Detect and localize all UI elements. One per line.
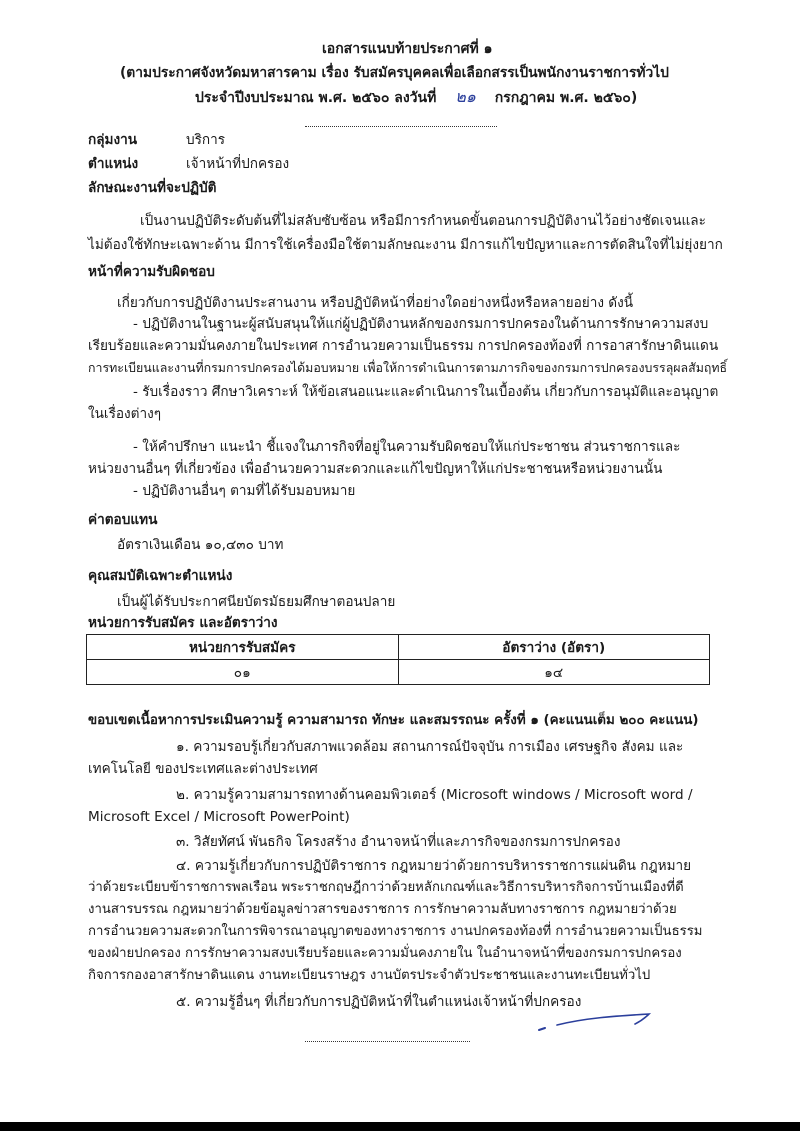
- duty-2-line-1: - รับเรื่องราว ศึกษาวิเคราะห์ ให้ข้อเสนอแนะและดำเนินการในเบื้องต้น เกี่ยวกับการอนุมัติและอนุญาต: [133, 384, 719, 400]
- qual-value: เป็นผู้ได้รับประกาศนียบัตรมัธยมศึกษาตอนปลาย: [117, 594, 396, 610]
- scope-item-3: ๓. วิสัยทัศน์ พันธกิจ โครงสร้าง อำนาจหน้าที่และภารกิจของกรมการปกครอง: [176, 834, 621, 850]
- header-dotted-divider: [305, 126, 497, 127]
- table-row: [87, 660, 710, 685]
- doc-title: เอกสารแนบท้ายประกาศที่ ๑: [322, 41, 493, 57]
- duty-4: - ปฏิบัติงานอื่นๆ ตามที่ได้รับมอบหมาย: [133, 483, 356, 499]
- table-header-row: [87, 635, 710, 660]
- nature-line-2: ไม่ต้องใช้ทักษะเฉพาะด้าน มีการใช้เครื่องมือใช้ตามลักษณะงาน มีการแก้ไขปัญหาและการตัดสินใจที่ไม่ยุ่งยาก: [88, 237, 723, 253]
- scope-item-4-line-1: ๔. ความรู้เกี่ยวกับการปฏิบัติราชการ กฎหมายว่าด้วยการบริหารราชการแผ่นดิน กฎหมาย: [176, 858, 692, 874]
- doc-subtitle: (ตามประกาศจังหวัดมหาสารคาม เรื่อง รับสมัครบุคคลเพื่อเลือกสรรเป็นพนักงานราชการทั่วไป: [120, 65, 669, 81]
- duty-1-line-3: การทะเบียนและงานที่กรมการปกครองได้มอบหมาย เพื่อให้การดำเนินการตามภารกิจของกรมการปกครองบรรลุผลสัมฤทธิ์: [88, 360, 728, 375]
- group-label: กลุ่มงาน: [88, 132, 138, 148]
- cell-unit: ๐๑: [87, 660, 399, 685]
- nature-line-1: เป็นงานปฏิบัติระดับต้นที่ไม่สลับซับซ้อน หรือมีการกำหนดขั้นตอนการปฏิบัติงานไว้อย่างชัดเจนและ: [140, 213, 706, 229]
- footer-dotted-divider: [305, 1041, 470, 1042]
- duties-intro: เกี่ยวกับการปฏิบัติงานประสานงาน หรือปฏิบัติหน้าที่อย่างใดอย่างหนึ่งหรือหลายอย่าง ดังนี้: [117, 295, 634, 311]
- pay-value: อัตราเงินเดือน ๑๐,๔๓๐ บาท: [117, 537, 284, 553]
- nature-heading: ลักษณะงานที่จะปฏิบัติ: [88, 180, 217, 196]
- units-heading: หน่วยการรับสมัคร และอัตราว่าง: [88, 615, 278, 631]
- scope-item-2-line-2: Microsoft Excel / Microsoft PowerPoint): [88, 809, 350, 825]
- scope-item-2-line-1: ๒. ความรู้ความสามารถทางด้านคอมพิวเตอร์ (Microsoft windows / Microsoft word /: [176, 787, 693, 803]
- scope-item-4-line-4: การอำนวยความสะดวกในการพิจารณาอนุญาตของทางราชการ งานปกครองท้องที่ การอำนวยความเป็นธรรม: [88, 924, 703, 939]
- cell-vacancy: ๑๔: [398, 660, 710, 685]
- scope-item-4-line-2: ว่าด้วยระเบียบข้าราชการพลเรือน พระราชกฤษฎีกาว่าด้วยหลักเกณฑ์และวิธีการบริหารกิจการบ้านเมืองที่ดี: [88, 880, 684, 895]
- group-value: บริการ: [186, 132, 226, 148]
- duty-3-line-2: หน่วยงานอื่นๆ ที่เกี่ยวข้อง เพื่ออำนวยความสะดวกและแก้ไขปัญหาให้แก่ประชาชนหรือหน่วยงานนั้น: [88, 461, 663, 477]
- scope-item-4-line-5: ของฝ่ายปกครอง การรักษาความสงบเรียบร้อยและความมั่นคงภายใน ในอำนาจหน้าที่ของกรมการปกครอง: [88, 946, 682, 961]
- scope-item-4-line-3: งานสารบรรณ กฎหมายว่าด้วยข้อมูลข่าวสารของราชการ การรักษาความลับทางราชการ กฎหมายว่าด้วย: [88, 902, 677, 917]
- duty-2-line-2: ในเรื่องต่างๆ: [88, 406, 162, 422]
- signature-stroke: [535, 1010, 655, 1040]
- duty-1-line-1: - ปฏิบัติงานในฐานะผู้สนับสนุนให้แก่ผู้ปฏิบัติงานหลักของกรมการปกครองในด้านการรักษาความสงบ: [133, 316, 709, 332]
- position-label: ตำแหน่ง: [88, 156, 139, 172]
- duties-heading: หน้าที่ความรับผิดชอบ: [88, 264, 215, 280]
- scope-item-5: ๕. ความรู้อื่นๆ ที่เกี่ยวกับการปฏิบัติหน้าที่ในตำแหน่งเจ้าหน้าที่ปกครอง: [176, 994, 582, 1010]
- pay-heading: ค่าตอบแทน: [88, 512, 158, 528]
- handwritten-day: ๒๑: [455, 87, 476, 106]
- duty-3-line-1: - ให้คำปรึกษา แนะนำ ชี้แจงในภารกิจที่อยู่ในความรับผิดชอบให้แก่ประชาชน ส่วนราชการและ: [133, 439, 681, 455]
- scope-heading: ขอบเขตเนื้อหาการประเมินความรู้ ความสามารถ ทักษะ และสมรรถนะ ครั้งที่ ๑ (คะแนนเต็ม ๒๐๐ คะแนน): [88, 713, 699, 728]
- scan-bottom-edge: [0, 1122, 800, 1131]
- col-unit-header: หน่วยการรับสมัคร: [87, 635, 399, 660]
- position-value: เจ้าหน้าที่ปกครอง: [186, 156, 290, 172]
- scope-item-1-line-1: ๑. ความรอบรู้เกี่ยวกับสภาพแวดล้อม สถานการณ์ปัจจุบัน การเมือง เศรษฐกิจ สังคม และ: [176, 739, 684, 755]
- units-table: [86, 634, 710, 685]
- date-suffix: กรกฎาคม พ.ศ. ๒๕๖๐): [494, 90, 638, 106]
- date-prefix: ประจำปีงบประมาณ พ.ศ. ๒๕๖๐ ลงวันที่: [195, 90, 437, 106]
- scope-item-1-line-2: เทคโนโลยี ของประเทศและต่างประเทศ: [88, 761, 318, 777]
- scope-item-4-line-6: กิจการกองอาสารักษาดินแดน งานทะเบียนราษฎร งานบัตรประจำตัวประชาชนและงานทะเบียนทั่วไป: [88, 968, 651, 983]
- col-vacancy-header: อัตราว่าง (อัตรา): [398, 635, 710, 660]
- doc-date-line: [195, 88, 637, 107]
- duty-1-line-2: เรียบร้อยและความมั่นคงภายในประเทศ การอำนวยความเป็นธรรม การปกครองท้องที่ การอาสารักษาดินแดน: [88, 338, 719, 354]
- qual-heading: คุณสมบัติเฉพาะตำแหน่ง: [88, 568, 233, 584]
